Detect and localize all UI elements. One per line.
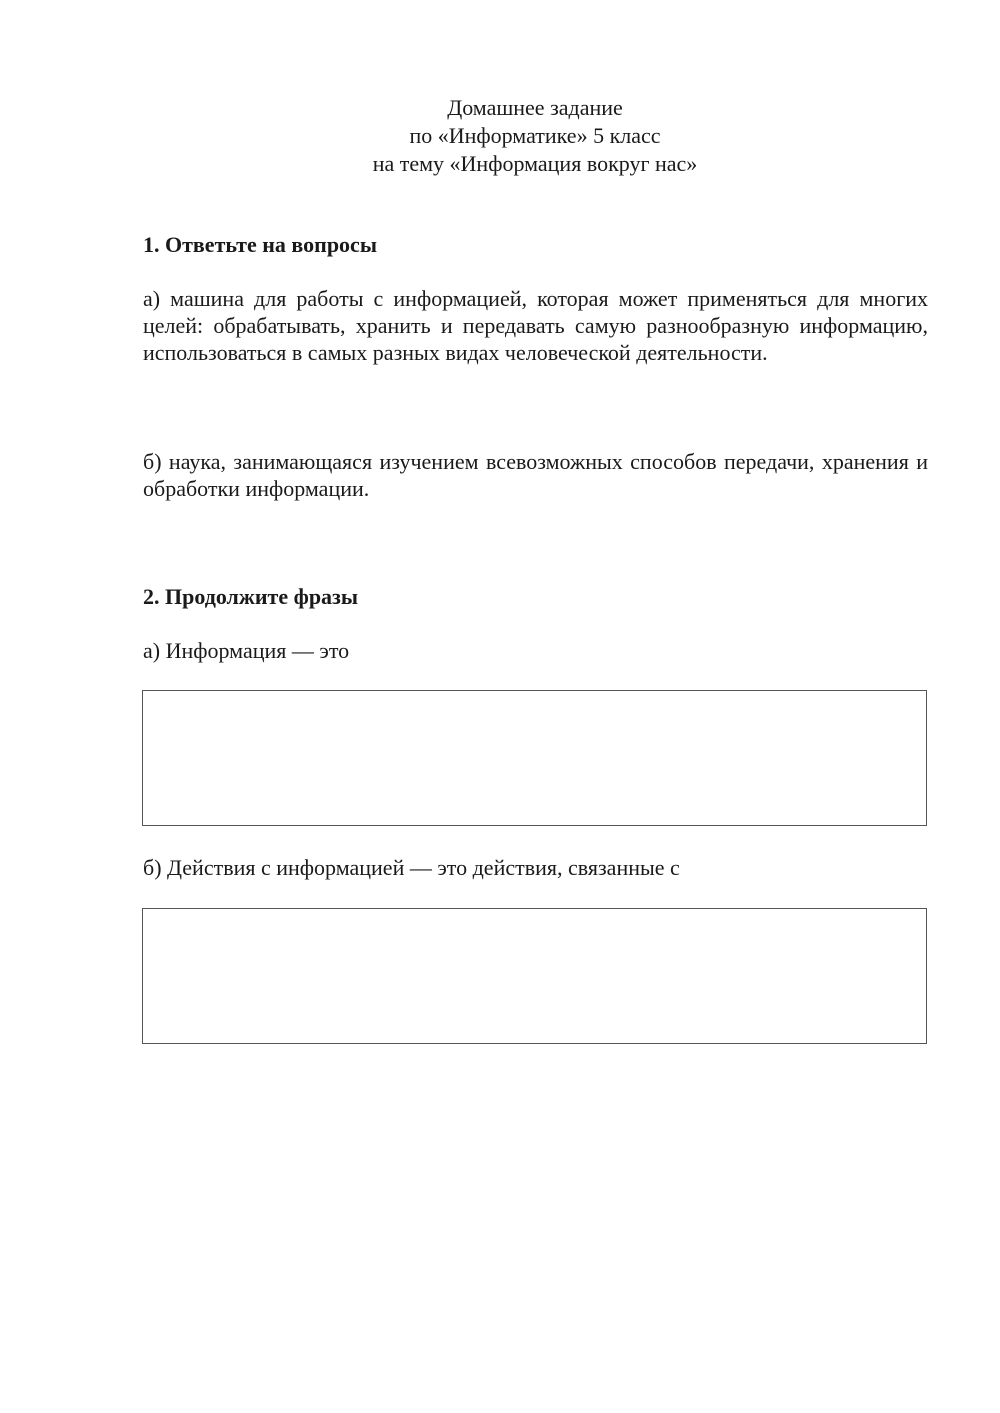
question-1b-text: б) наука, занимающаяся изучением всевозможных способов передачи, хранения и обработки информации. <box>143 449 928 501</box>
phrase-2a-prompt: а) Информация — это <box>143 638 350 663</box>
section-2-title: 2. Продолжите фразы <box>143 584 359 609</box>
answer-box-2a[interactable] <box>142 690 927 826</box>
worksheet-header <box>0 94 1000 178</box>
header-title: Домашнее задание <box>447 95 623 120</box>
answer-box-2b[interactable] <box>142 908 927 1044</box>
header-topic: на тему «Информация вокруг нас» <box>372 151 698 176</box>
question-1a-text: а) машина для работы с информацией, которая может применяться для многих целей: обрабатывать, хранить и передавать самую разнообразную информацию, использоваться в самых разных видах человеческой деятельности. <box>143 286 928 365</box>
phrase-2b-prompt: б) Действия с информацией — это действия, связанные с <box>143 855 680 880</box>
header-subject: по «Информатике» 5 класс <box>409 123 661 148</box>
section-1-title: 1. Ответьте на вопросы <box>143 232 377 257</box>
